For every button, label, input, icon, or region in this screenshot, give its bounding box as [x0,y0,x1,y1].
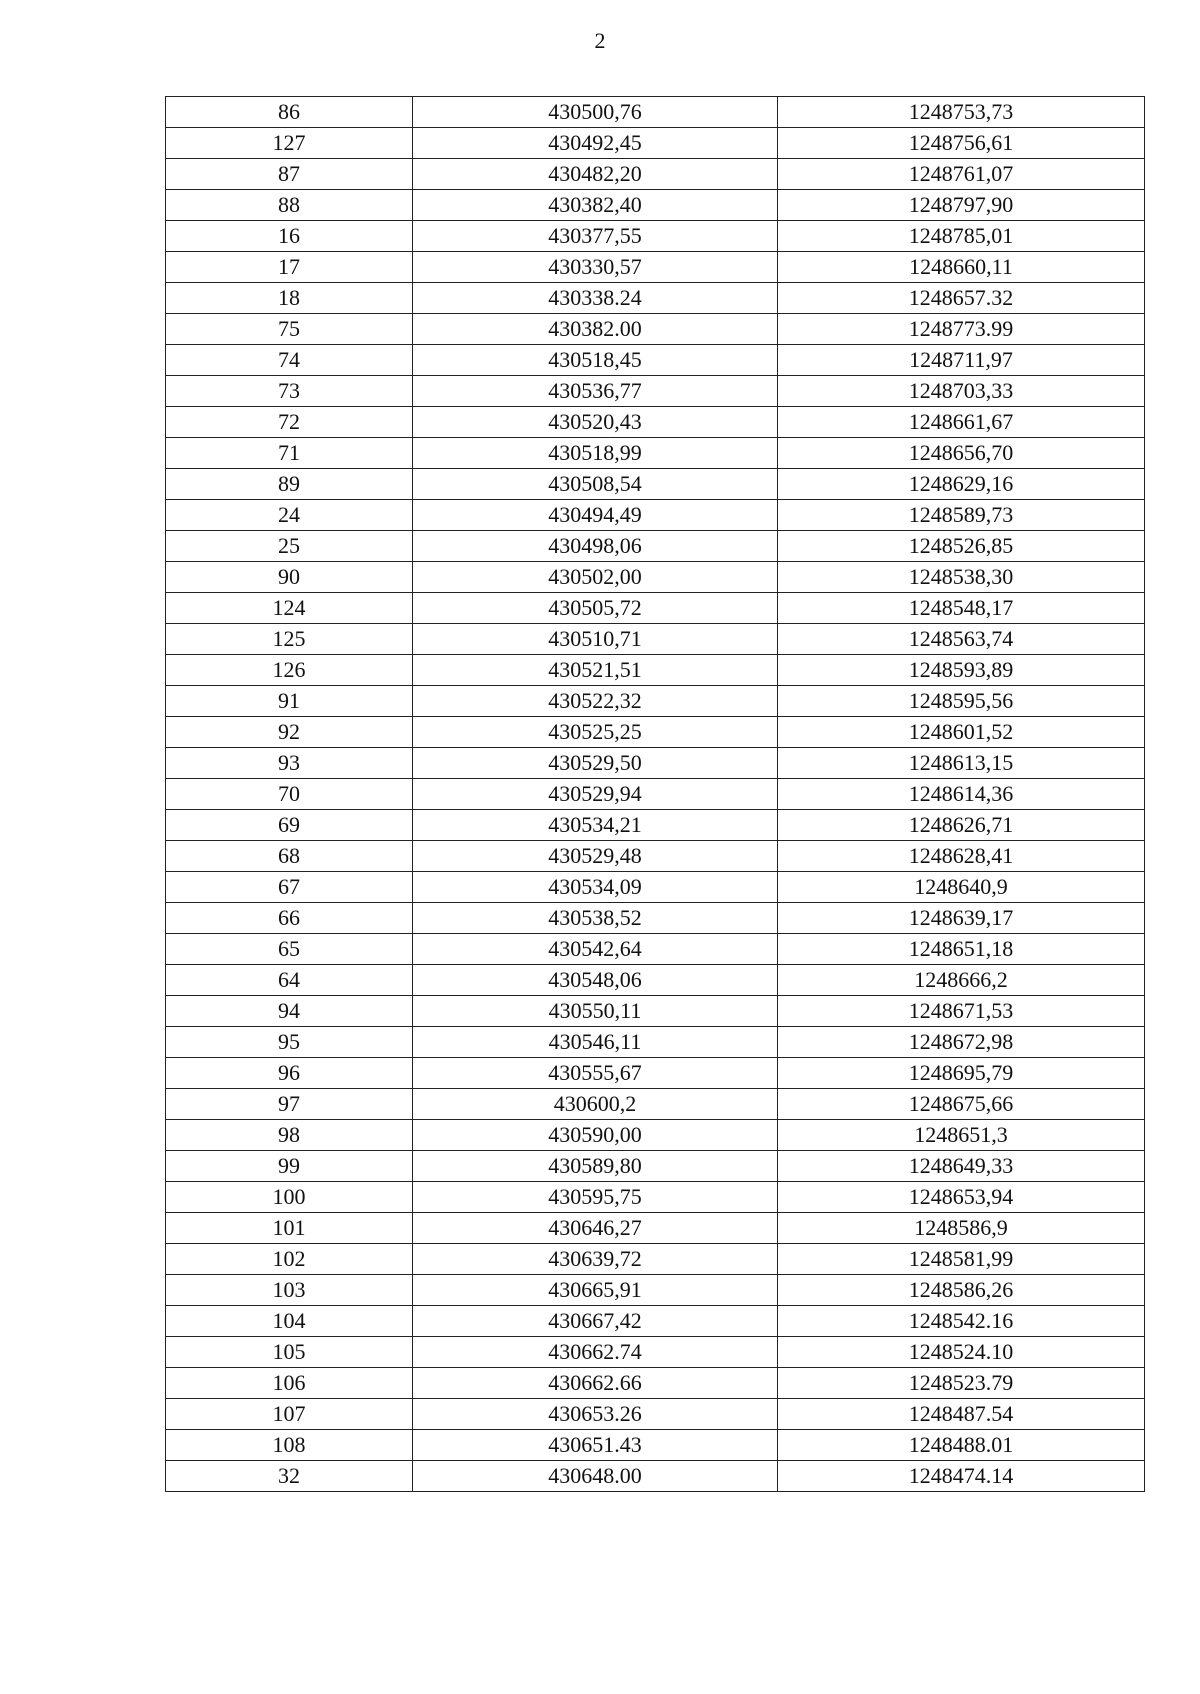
table-row [166,841,1145,872]
table-row [166,500,1145,531]
point-number-cell: 66 [166,903,413,934]
x-coordinate-cell: 430536,77 [413,376,778,407]
point-number-cell: 93 [166,748,413,779]
table-row [166,1337,1145,1368]
x-coordinate-cell: 430505,72 [413,593,778,624]
table-row [166,469,1145,500]
y-coordinate-cell: 1248675,66 [778,1089,1145,1120]
y-coordinate-cell: 1248651,18 [778,934,1145,965]
point-number-cell: 127 [166,128,413,159]
y-coordinate-cell: 1248653,94 [778,1182,1145,1213]
table-row [166,1244,1145,1275]
point-number-cell: 125 [166,624,413,655]
y-coordinate-cell: 1248613,15 [778,748,1145,779]
x-coordinate-cell: 430600,2 [413,1089,778,1120]
y-coordinate-cell: 1248548,17 [778,593,1145,624]
x-coordinate-cell: 430382.00 [413,314,778,345]
point-number-cell: 106 [166,1368,413,1399]
y-coordinate-cell: 1248649,33 [778,1151,1145,1182]
y-coordinate-cell: 1248586,9 [778,1213,1145,1244]
y-coordinate-cell: 1248756,61 [778,128,1145,159]
x-coordinate-cell: 430382,40 [413,190,778,221]
point-number-cell: 126 [166,655,413,686]
x-coordinate-cell: 430330,57 [413,252,778,283]
page-number: 2 [594,28,606,53]
x-coordinate-cell: 430492,45 [413,128,778,159]
x-coordinate-cell: 430639,72 [413,1244,778,1275]
y-coordinate-cell: 1248651,3 [778,1120,1145,1151]
point-number-cell: 94 [166,996,413,1027]
y-coordinate-cell: 1248666,2 [778,965,1145,996]
y-coordinate-cell: 1248695,79 [778,1058,1145,1089]
table-row [166,872,1145,903]
table-row [166,1120,1145,1151]
point-number-cell: 86 [166,97,413,128]
y-coordinate-cell: 1248538,30 [778,562,1145,593]
point-number-cell: 73 [166,376,413,407]
y-coordinate-cell: 1248640,9 [778,872,1145,903]
x-coordinate-cell: 430338.24 [413,283,778,314]
table-row [166,376,1145,407]
point-number-cell: 67 [166,872,413,903]
table-row [166,655,1145,686]
x-coordinate-cell: 430520,43 [413,407,778,438]
y-coordinate-cell: 1248593,89 [778,655,1145,686]
point-number-cell: 65 [166,934,413,965]
table-row [166,221,1145,252]
x-coordinate-cell: 430589,80 [413,1151,778,1182]
table-row [166,407,1145,438]
x-coordinate-cell: 430595,75 [413,1182,778,1213]
point-number-cell: 18 [166,283,413,314]
table-row [166,748,1145,779]
point-number-cell: 89 [166,469,413,500]
x-coordinate-cell: 430590,00 [413,1120,778,1151]
point-number-cell: 102 [166,1244,413,1275]
table-row [166,965,1145,996]
y-coordinate-cell: 1248672,98 [778,1027,1145,1058]
x-coordinate-cell: 430555,67 [413,1058,778,1089]
table-row [166,996,1145,1027]
point-number-cell: 16 [166,221,413,252]
y-coordinate-cell: 1248524.10 [778,1337,1145,1368]
y-coordinate-cell: 1248614,36 [778,779,1145,810]
table-row [166,1461,1145,1492]
y-coordinate-cell: 1248711,97 [778,345,1145,376]
point-number-cell: 70 [166,779,413,810]
table-row [166,1306,1145,1337]
coordinates-table-body [166,97,1145,1492]
table-row [166,779,1145,810]
y-coordinate-cell: 1248488.01 [778,1430,1145,1461]
x-coordinate-cell: 430534,21 [413,810,778,841]
point-number-cell: 87 [166,159,413,190]
y-coordinate-cell: 1248671,53 [778,996,1145,1027]
point-number-cell: 103 [166,1275,413,1306]
table-row [166,1368,1145,1399]
table-row [166,159,1145,190]
y-coordinate-cell: 1248797,90 [778,190,1145,221]
table-row [166,252,1145,283]
x-coordinate-cell: 430662.66 [413,1368,778,1399]
point-number-cell: 25 [166,531,413,562]
point-number-cell: 72 [166,407,413,438]
table-row [166,903,1145,934]
y-coordinate-cell: 1248487.54 [778,1399,1145,1430]
table-row [166,128,1145,159]
x-coordinate-cell: 430522,32 [413,686,778,717]
x-coordinate-cell: 430529,48 [413,841,778,872]
x-coordinate-cell: 430518,99 [413,438,778,469]
table-row [166,1182,1145,1213]
x-coordinate-cell: 430500,76 [413,97,778,128]
y-coordinate-cell: 1248526,85 [778,531,1145,562]
x-coordinate-cell: 430548,06 [413,965,778,996]
table-row [166,562,1145,593]
table-row [166,1275,1145,1306]
x-coordinate-cell: 430529,50 [413,748,778,779]
table-row [166,438,1145,469]
table-row [166,97,1145,128]
point-number-cell: 68 [166,841,413,872]
point-number-cell: 92 [166,717,413,748]
point-number-cell: 75 [166,314,413,345]
y-coordinate-cell: 1248773.99 [778,314,1145,345]
y-coordinate-cell: 1248581,99 [778,1244,1145,1275]
point-number-cell: 71 [166,438,413,469]
point-number-cell: 105 [166,1337,413,1368]
point-number-cell: 91 [166,686,413,717]
y-coordinate-cell: 1248656,70 [778,438,1145,469]
x-coordinate-cell: 430494,49 [413,500,778,531]
x-coordinate-cell: 430482,20 [413,159,778,190]
table-row [166,810,1145,841]
table-row [166,531,1145,562]
x-coordinate-cell: 430525,25 [413,717,778,748]
table-row [166,1027,1145,1058]
x-coordinate-cell: 430502,00 [413,562,778,593]
table-row [166,283,1145,314]
table-row [166,717,1145,748]
point-number-cell: 88 [166,190,413,221]
y-coordinate-cell: 1248628,41 [778,841,1145,872]
x-coordinate-cell: 430546,11 [413,1027,778,1058]
point-number-cell: 32 [166,1461,413,1492]
point-number-cell: 97 [166,1089,413,1120]
table-row [166,1213,1145,1244]
y-coordinate-cell: 1248639,17 [778,903,1145,934]
point-number-cell: 124 [166,593,413,624]
point-number-cell: 99 [166,1151,413,1182]
table-row [166,1430,1145,1461]
y-coordinate-cell: 1248657.32 [778,283,1145,314]
point-number-cell: 90 [166,562,413,593]
table-row [166,345,1145,376]
table-row [166,593,1145,624]
y-coordinate-cell: 1248563,74 [778,624,1145,655]
y-coordinate-cell: 1248660,11 [778,252,1145,283]
point-number-cell: 101 [166,1213,413,1244]
x-coordinate-cell: 430651.43 [413,1430,778,1461]
x-coordinate-cell: 430518,45 [413,345,778,376]
x-coordinate-cell: 430667,42 [413,1306,778,1337]
y-coordinate-cell: 1248595,56 [778,686,1145,717]
x-coordinate-cell: 430646,27 [413,1213,778,1244]
x-coordinate-cell: 430653.26 [413,1399,778,1430]
coordinates-table [165,96,1145,1492]
x-coordinate-cell: 430665,91 [413,1275,778,1306]
table-row [166,1089,1145,1120]
y-coordinate-cell: 1248601,52 [778,717,1145,748]
x-coordinate-cell: 430648.00 [413,1461,778,1492]
x-coordinate-cell: 430521,51 [413,655,778,686]
table-row [166,1058,1145,1089]
y-coordinate-cell: 1248703,33 [778,376,1145,407]
point-number-cell: 17 [166,252,413,283]
table-row [166,934,1145,965]
point-number-cell: 95 [166,1027,413,1058]
point-number-cell: 108 [166,1430,413,1461]
x-coordinate-cell: 430534,09 [413,872,778,903]
point-number-cell: 96 [166,1058,413,1089]
y-coordinate-cell: 1248589,73 [778,500,1145,531]
point-number-cell: 64 [166,965,413,996]
point-number-cell: 98 [166,1120,413,1151]
y-coordinate-cell: 1248542.16 [778,1306,1145,1337]
y-coordinate-cell: 1248523.79 [778,1368,1145,1399]
table-row [166,686,1145,717]
x-coordinate-cell: 430550,11 [413,996,778,1027]
y-coordinate-cell: 1248474.14 [778,1461,1145,1492]
point-number-cell: 107 [166,1399,413,1430]
table-row [166,190,1145,221]
table-row [166,314,1145,345]
x-coordinate-cell: 430508,54 [413,469,778,500]
x-coordinate-cell: 430662.74 [413,1337,778,1368]
point-number-cell: 24 [166,500,413,531]
x-coordinate-cell: 430542,64 [413,934,778,965]
y-coordinate-cell: 1248785,01 [778,221,1145,252]
point-number-cell: 100 [166,1182,413,1213]
point-number-cell: 104 [166,1306,413,1337]
x-coordinate-cell: 430498,06 [413,531,778,562]
y-coordinate-cell: 1248761,07 [778,159,1145,190]
x-coordinate-cell: 430510,71 [413,624,778,655]
y-coordinate-cell: 1248753,73 [778,97,1145,128]
table-row [166,624,1145,655]
x-coordinate-cell: 430529,94 [413,779,778,810]
point-number-cell: 74 [166,345,413,376]
x-coordinate-cell: 430377,55 [413,221,778,252]
y-coordinate-cell: 1248661,67 [778,407,1145,438]
y-coordinate-cell: 1248626,71 [778,810,1145,841]
point-number-cell: 69 [166,810,413,841]
y-coordinate-cell: 1248629,16 [778,469,1145,500]
y-coordinate-cell: 1248586,26 [778,1275,1145,1306]
x-coordinate-cell: 430538,52 [413,903,778,934]
table-row [166,1399,1145,1430]
table-row [166,1151,1145,1182]
